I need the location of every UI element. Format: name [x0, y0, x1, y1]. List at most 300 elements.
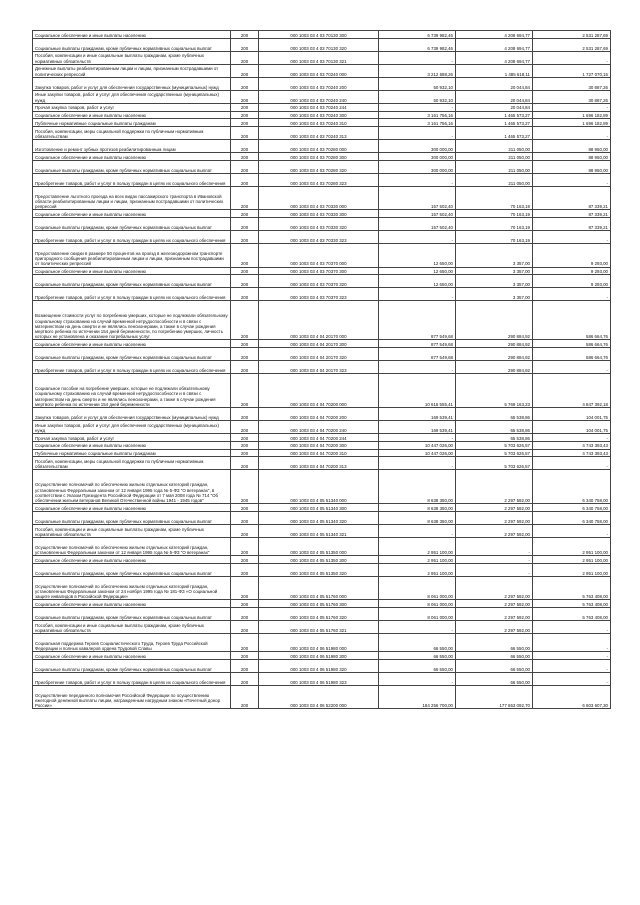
row-code-cell: 200 [231, 275, 259, 288]
row-approved-amount-cell: 2 951 100,00 [379, 556, 456, 564]
row-name-cell: Социальное обеспечение и иные выплаты населению [33, 600, 231, 608]
row-approved-amount-cell: 2 951 100,00 [379, 563, 456, 576]
row-executed-amount-cell: 65 538,86 [456, 420, 533, 433]
row-name-cell: Социальное обеспечение и иные выплаты населению [33, 31, 231, 39]
row-executed-amount-cell: 5 703 626,57 [456, 457, 533, 470]
row-code-cell: 200 [231, 186, 259, 209]
row-executed-amount-cell: 3 357,00 [456, 288, 533, 301]
row-approved-amount-cell: - [379, 621, 456, 634]
row-name-cell: Социальные выплаты гражданам, кроме публичных нормативных социальных выплат [33, 563, 231, 576]
row-approved-amount-cell: 3 161 756,16 [379, 119, 456, 127]
row-approved-amount-cell: - [379, 457, 456, 470]
row-name-cell: Прочая закупка товаров, работ и услуг [33, 103, 231, 111]
row-name-cell: Приобретение товаров, работ и услуг в пользу граждан в целях их социального обеспечения [33, 361, 231, 374]
row-kbk-cell: 000 1003 03 4 06 51980 300 [259, 652, 379, 660]
row-remaining-amount-cell: 104 001,75 [533, 407, 611, 420]
row-kbk-cell: 000 1003 03 4 03 70280 300 [259, 153, 379, 161]
row-remaining-amount-cell: 586 664,76 [533, 348, 611, 361]
row-remaining-amount-cell: 6 340 758,00 [533, 470, 611, 504]
row-remaining-amount-cell: 6 340 758,00 [533, 511, 611, 524]
row-remaining-amount-cell: 88 950,00 [533, 153, 611, 161]
row-remaining-amount-cell: 586 664,76 [533, 301, 611, 340]
row-kbk-cell: 000 1003 03 4 04 70200 240 [259, 420, 379, 433]
row-executed-amount-cell: 211 050,00 [456, 160, 533, 173]
table-row [33, 348, 611, 361]
row-kbk-cell: 000 1003 03 4 03 70330 000 [259, 186, 379, 209]
row-code-cell: 200 [231, 511, 259, 524]
row-remaining-amount-cell: 2 951 100,00 [533, 556, 611, 564]
row-code-cell: 200 [231, 31, 259, 39]
row-remaining-amount-cell: 2 531 287,69 [533, 38, 611, 51]
table-row [33, 621, 611, 634]
row-approved-amount-cell: 12 650,00 [379, 275, 456, 288]
row-remaining-amount-cell: - [533, 361, 611, 374]
row-name-cell: Социальное обеспечение и иные выплаты населению [33, 153, 231, 161]
row-code-cell: 200 [231, 153, 259, 161]
row-code-cell: 200 [231, 576, 259, 599]
row-remaining-amount-cell: 1 696 182,89 [533, 111, 611, 119]
row-code-cell: 200 [231, 173, 259, 186]
row-name-cell: Пособия, компенсации и иные социальные выплаты гражданам, кроме публичных нормативных обязательств [33, 621, 231, 634]
row-approved-amount-cell: 2 951 100,00 [379, 537, 456, 555]
row-approved-amount-cell: 8 061 000,00 [379, 608, 456, 621]
row-remaining-amount-cell: - [533, 621, 611, 634]
row-approved-amount-cell: 8 638 350,00 [379, 470, 456, 504]
row-kbk-cell: 000 1003 03 4 03 70370 300 [259, 267, 379, 275]
row-code-cell: 200 [231, 407, 259, 420]
row-name-cell: Социальное пособие на погребение умерших, которые не подлежали обязательному социальному страхованию на случай временной нетрудоспособности и в связи с материнством на день смерти и не являлись пенсионерами, а также в случае рождения мертвого ребенка по истечении 154 дней беременности [33, 374, 231, 408]
table-row [33, 31, 611, 39]
row-name-cell: Приобретение товаров, работ и услуг в пользу граждан в целях их социального обеспечения [33, 173, 231, 186]
row-remaining-amount-cell: 1 727 070,15 [533, 64, 611, 77]
row-remaining-amount-cell: - [533, 127, 611, 140]
table-row [33, 210, 611, 218]
row-code-cell: 200 [231, 686, 259, 709]
row-name-cell: Пособия, компенсации, меры социальной поддержки по публичным нормативным обязательствам [33, 127, 231, 140]
row-code-cell: 200 [231, 441, 259, 449]
row-executed-amount-cell: 1 465 573,27 [456, 119, 533, 127]
row-kbk-cell: 000 1003 03 4 04 20170 320 [259, 348, 379, 361]
row-name-cell: Социальные выплаты гражданам, кроме публичных нормативных социальных выплат [33, 38, 231, 51]
row-approved-amount-cell: 66 550,00 [379, 660, 456, 673]
row-name-cell: Социальное обеспечение и иные выплаты населению [33, 556, 231, 564]
row-approved-amount-cell: - [379, 288, 456, 301]
row-code-cell: 200 [231, 231, 259, 244]
row-remaining-amount-cell: - [533, 433, 611, 441]
row-name-cell: Публичные нормативные социальные выплаты гражданам [33, 119, 231, 127]
row-executed-amount-cell: 70 163,19 [456, 186, 533, 209]
row-name-cell: Социальные выплаты гражданам, кроме публичных нормативных социальных выплат [33, 275, 231, 288]
row-code-cell: 200 [231, 524, 259, 537]
row-name-cell: Иные закупки товаров, работ и услуг для обеспечения государственных (муниципальных) нужд [33, 90, 231, 103]
table-row [33, 673, 611, 686]
row-remaining-amount-cell: 2 951 100,00 [533, 563, 611, 576]
row-approved-amount-cell: 877 549,68 [379, 301, 456, 340]
table-row [33, 686, 611, 709]
table-row [33, 127, 611, 140]
row-approved-amount-cell: 8 638 350,00 [379, 504, 456, 512]
row-code-cell: 200 [231, 77, 259, 90]
row-executed-amount-cell: 4 208 694,77 [456, 51, 533, 64]
row-executed-amount-cell: 177 653 092,70 [456, 686, 533, 709]
row-remaining-amount-cell: - [533, 231, 611, 244]
row-kbk-cell: 000 1003 03 4 06 51980 323 [259, 673, 379, 686]
row-code-cell: 200 [231, 457, 259, 470]
row-executed-amount-cell: 65 538,86 [456, 433, 533, 441]
row-kbk-cell: 000 1003 03 4 05 51760 300 [259, 600, 379, 608]
table-row [33, 103, 611, 111]
row-name-cell: Прочая закупка товаров, работ и услуг [33, 433, 231, 441]
row-approved-amount-cell: 157 502,40 [379, 186, 456, 209]
row-name-cell: Осуществление полномочий по обеспечению жильем отдельных категорий граждан, установленных Федеральным законом от 12 января 1995 года № 5-ФЗ "О ветеранах" [33, 537, 231, 555]
row-executed-amount-cell: 2 297 592,00 [456, 504, 533, 512]
row-code-cell: 200 [231, 600, 259, 608]
row-kbk-cell: 000 1003 03 4 05 51350 320 [259, 563, 379, 576]
row-code-cell: 200 [231, 301, 259, 340]
row-kbk-cell: 000 1003 03 4 04 70200 310 [259, 449, 379, 457]
row-code-cell: 200 [231, 111, 259, 119]
row-executed-amount-cell: 20 044,84 [456, 90, 533, 103]
row-approved-amount-cell: 6 739 982,46 [379, 31, 456, 39]
row-approved-amount-cell: - [379, 51, 456, 64]
table-body [33, 31, 611, 709]
row-approved-amount-cell: 300 000,00 [379, 140, 456, 153]
row-code-cell: 200 [231, 420, 259, 433]
row-kbk-cell: 000 1003 03 4 05 51340 300 [259, 504, 379, 512]
row-remaining-amount-cell: 4 847 392,18 [533, 374, 611, 408]
row-executed-amount-cell: 4 208 694,77 [456, 38, 533, 51]
row-executed-amount-cell: 5 769 163,23 [456, 374, 533, 408]
row-remaining-amount-cell: 4 743 393,43 [533, 441, 611, 449]
row-name-cell: Социальное обеспечение и иные выплаты населению [33, 340, 231, 348]
row-remaining-amount-cell: 5 763 408,00 [533, 600, 611, 608]
row-remaining-amount-cell: - [533, 288, 611, 301]
row-code-cell: 200 [231, 433, 259, 441]
row-remaining-amount-cell: 4 743 393,43 [533, 449, 611, 457]
row-kbk-cell: 000 1003 03 4 05 51340 000 [259, 470, 379, 504]
row-remaining-amount-cell: 2 531 287,69 [533, 31, 611, 39]
row-executed-amount-cell: 211 050,00 [456, 153, 533, 161]
row-executed-amount-cell: 1 485 618,11 [456, 64, 533, 77]
row-approved-amount-cell: 10 447 026,00 [379, 441, 456, 449]
row-code-cell: 200 [231, 90, 259, 103]
table-row [33, 511, 611, 524]
row-name-cell: Социальная поддержка Героев Социалистического Труда, Героев Труда Российской Федерации и полных кавалеров ордена Трудовой Славы [33, 634, 231, 652]
row-executed-amount-cell: 66 550,00 [456, 652, 533, 660]
row-code-cell: 200 [231, 361, 259, 374]
row-code-cell: 200 [231, 51, 259, 64]
table-row [33, 600, 611, 608]
row-name-cell: Пособия, компенсации, меры социальной поддержки по публичным нормативным обязательствам [33, 457, 231, 470]
row-executed-amount-cell: 290 884,92 [456, 340, 533, 348]
row-code-cell: 200 [231, 634, 259, 652]
row-approved-amount-cell: - [379, 231, 456, 244]
row-remaining-amount-cell: - [533, 660, 611, 673]
row-code-cell: 200 [231, 374, 259, 408]
row-name-cell: Иные закупки товаров, работ и услуг для обеспечения государственных (муниципальных) нужд [33, 420, 231, 433]
row-code-cell: 200 [231, 340, 259, 348]
row-executed-amount-cell: 290 884,92 [456, 348, 533, 361]
row-name-cell: Социальное обеспечение и иные выплаты населению [33, 267, 231, 275]
row-code-cell: 200 [231, 267, 259, 275]
row-kbk-cell: 000 1003 03 4 03 70240 244 [259, 103, 379, 111]
row-approved-amount-cell: - [379, 524, 456, 537]
row-code-cell: 200 [231, 608, 259, 621]
row-approved-amount-cell: 50 932,10 [379, 90, 456, 103]
row-approved-amount-cell: 3 161 756,16 [379, 111, 456, 119]
row-name-cell: Социальные выплаты гражданам, кроме публичных нормативных социальных выплат [33, 660, 231, 673]
row-kbk-cell: 000 1003 03 4 04 70200 244 [259, 433, 379, 441]
row-kbk-cell: 000 1003 03 4 03 70130 320 [259, 38, 379, 51]
row-executed-amount-cell: 66 550,00 [456, 634, 533, 652]
row-code-cell: 200 [231, 504, 259, 512]
table-row [33, 634, 611, 652]
row-approved-amount-cell: - [379, 103, 456, 111]
row-executed-amount-cell: 1 465 573,27 [456, 127, 533, 140]
row-executed-amount-cell: 2 297 592,00 [456, 524, 533, 537]
row-executed-amount-cell: 20 044,84 [456, 77, 533, 90]
row-kbk-cell: 000 1003 03 4 03 70370 320 [259, 275, 379, 288]
row-remaining-amount-cell: 30 887,26 [533, 77, 611, 90]
row-name-cell: Социальное обеспечение и иные выплаты населению [33, 210, 231, 218]
row-executed-amount-cell: 2 297 592,00 [456, 621, 533, 634]
row-executed-amount-cell: 2 297 592,00 [456, 576, 533, 599]
row-approved-amount-cell: 877 549,68 [379, 348, 456, 361]
row-kbk-cell: 000 1003 03 4 03 70280 000 [259, 140, 379, 153]
row-name-cell: Приобретение товаров, работ и услуг в пользу граждан в целях их социального обеспечения [33, 288, 231, 301]
row-kbk-cell: 000 1003 03 4 03 70240 200 [259, 77, 379, 90]
row-name-cell: Осуществление переданного полномочия Российской Федерации по осуществлению ежегодной денежной выплаты лицам, награжденным нагрудным знаком «Почетный донор России» [33, 686, 231, 709]
row-executed-amount-cell: 3 357,00 [456, 267, 533, 275]
table-row [33, 504, 611, 512]
row-approved-amount-cell: 66 550,00 [379, 652, 456, 660]
row-remaining-amount-cell: 9 293,00 [533, 275, 611, 288]
row-approved-amount-cell: 157 502,40 [379, 218, 456, 231]
row-remaining-amount-cell: - [533, 652, 611, 660]
row-code-cell: 200 [231, 160, 259, 173]
table-row [33, 160, 611, 173]
row-approved-amount-cell: 169 539,41 [379, 407, 456, 420]
row-remaining-amount-cell: - [533, 173, 611, 186]
row-code-cell: 200 [231, 348, 259, 361]
table-row [33, 186, 611, 209]
row-code-cell: 200 [231, 210, 259, 218]
table-row [33, 660, 611, 673]
table-row [33, 38, 611, 51]
table-row [33, 340, 611, 348]
table-row [33, 374, 611, 408]
row-name-cell: Социальные выплаты гражданам, кроме публичных нормативных социальных выплат [33, 511, 231, 524]
table-row [33, 244, 611, 267]
table-row [33, 301, 611, 340]
row-executed-amount-cell: 65 538,86 [456, 407, 533, 420]
row-kbk-cell: 000 1003 03 4 03 70330 320 [259, 218, 379, 231]
row-approved-amount-cell: - [379, 173, 456, 186]
row-name-cell: Социальные выплаты гражданам, кроме публичных нормативных социальных выплат [33, 348, 231, 361]
row-approved-amount-cell: - [379, 433, 456, 441]
row-kbk-cell: 000 1003 03 4 05 51340 321 [259, 524, 379, 537]
row-code-cell: 200 [231, 556, 259, 564]
table-row [33, 275, 611, 288]
budget-execution-table [32, 30, 611, 709]
row-executed-amount-cell: 20 044,84 [456, 103, 533, 111]
table-row [33, 173, 611, 186]
row-kbk-cell: 000 1003 03 4 04 70200 000 [259, 374, 379, 408]
row-approved-amount-cell: 12 650,00 [379, 267, 456, 275]
row-kbk-cell: 000 1003 03 4 05 51760 321 [259, 621, 379, 634]
row-code-cell: 200 [231, 38, 259, 51]
row-approved-amount-cell: 12 650,00 [379, 244, 456, 267]
row-kbk-cell: 000 1003 03 4 03 70240 310 [259, 119, 379, 127]
row-name-cell: Осуществление полномочий по обеспечению жильем отдельных категорий граждан, установленных Федеральным законом от 24 ноября 1995 года № 181-ФЗ «О социальной защите инвалидов в Российской Федерации» [33, 576, 231, 599]
row-name-cell: Социальное обеспечение и иные выплаты населению [33, 111, 231, 119]
row-remaining-amount-cell: 104 001,75 [533, 420, 611, 433]
row-name-cell: Денежные выплаты реабилитированным лицам и лицам, признанным пострадавшими от политических репрессий [33, 64, 231, 77]
row-name-cell: Закупка товаров, работ и услуг для обеспечения государственных (муниципальных) нужд [33, 77, 231, 90]
row-kbk-cell: 000 1003 03 4 06 51980 320 [259, 660, 379, 673]
row-executed-amount-cell: 2 297 592,00 [456, 470, 533, 504]
table-row [33, 153, 611, 161]
row-executed-amount-cell: 5 703 626,57 [456, 449, 533, 457]
row-executed-amount-cell: 290 884,92 [456, 301, 533, 340]
row-executed-amount-cell: 2 297 592,00 [456, 608, 533, 621]
row-code-cell: 200 [231, 537, 259, 555]
row-name-cell: Социальное обеспечение и иные выплаты населению [33, 441, 231, 449]
row-name-cell: Закупка товаров, работ и услуг для обеспечения государственных (муниципальных) нужд [33, 407, 231, 420]
row-remaining-amount-cell: 87 339,21 [533, 186, 611, 209]
table-row [33, 111, 611, 119]
row-executed-amount-cell: 70 163,19 [456, 231, 533, 244]
row-code-cell: 200 [231, 244, 259, 267]
row-executed-amount-cell: 2 297 592,00 [456, 511, 533, 524]
row-remaining-amount-cell: 6 340 758,00 [533, 504, 611, 512]
row-kbk-cell: 000 1003 03 4 04 70200 313 [259, 457, 379, 470]
row-approved-amount-cell: 50 932,10 [379, 77, 456, 90]
row-executed-amount-cell: 211 050,00 [456, 173, 533, 186]
row-code-cell: 200 [231, 470, 259, 504]
table-row [33, 608, 611, 621]
table-row [33, 524, 611, 537]
table-row [33, 563, 611, 576]
row-kbk-cell: 000 1003 03 4 06 52200 000 [259, 686, 379, 709]
row-approved-amount-cell: 10 447 026,00 [379, 449, 456, 457]
row-kbk-cell: 000 1003 03 4 03 70240 240 [259, 90, 379, 103]
row-name-cell: Изготовление и ремонт зубных протезов реабилитированным лицам [33, 140, 231, 153]
row-code-cell: 200 [231, 127, 259, 140]
table-row [33, 51, 611, 64]
row-name-cell: Социальные выплаты гражданам, кроме публичных нормативных социальных выплат [33, 608, 231, 621]
row-name-cell: Пособия, компенсации и иные социальные выплаты гражданам, кроме публичных нормативных обязательств [33, 51, 231, 64]
row-remaining-amount-cell: - [533, 634, 611, 652]
row-kbk-cell: 000 1003 03 4 03 70280 320 [259, 160, 379, 173]
table-row [33, 288, 611, 301]
row-kbk-cell: 000 1003 03 4 03 70370 000 [259, 244, 379, 267]
row-approved-amount-cell: 300 000,00 [379, 160, 456, 173]
table-row [33, 119, 611, 127]
row-name-cell: Предоставление льготного проезда на всех видах пассажирского транспорта в Ивановской области реабилитированным лицам и лицам, признанным пострадавшими от политических репрессий [33, 186, 231, 209]
table-row [33, 449, 611, 457]
row-kbk-cell: 000 1003 03 4 05 51350 000 [259, 537, 379, 555]
row-remaining-amount-cell: 1 696 182,89 [533, 119, 611, 127]
table-row [33, 652, 611, 660]
row-name-cell: Приобретение товаров, работ и услуг в пользу граждан в целях их социального обеспечения [33, 231, 231, 244]
table-row [33, 556, 611, 564]
row-kbk-cell: 000 1003 03 4 04 70200 200 [259, 407, 379, 420]
row-approved-amount-cell: - [379, 361, 456, 374]
row-remaining-amount-cell: 586 664,76 [533, 340, 611, 348]
row-code-cell: 200 [231, 119, 259, 127]
row-approved-amount-cell: 184 256 700,00 [379, 686, 456, 709]
row-executed-amount-cell: 3 357,00 [456, 275, 533, 288]
row-executed-amount-cell: - [456, 556, 533, 564]
row-remaining-amount-cell: - [533, 51, 611, 64]
row-remaining-amount-cell: - [533, 457, 611, 470]
table-row [33, 90, 611, 103]
row-name-cell: Публичные нормативные социальные выплаты гражданам [33, 449, 231, 457]
row-approved-amount-cell: 8 061 000,00 [379, 600, 456, 608]
row-approved-amount-cell: 157 502,40 [379, 210, 456, 218]
row-approved-amount-cell: - [379, 673, 456, 686]
row-kbk-cell: 000 1003 03 4 04 70200 300 [259, 441, 379, 449]
table-row [33, 457, 611, 470]
table-row [33, 433, 611, 441]
row-kbk-cell: 000 1003 03 4 04 20170 323 [259, 361, 379, 374]
row-remaining-amount-cell: 88 950,00 [533, 160, 611, 173]
table-row [33, 218, 611, 231]
table-row [33, 231, 611, 244]
row-executed-amount-cell: - [456, 537, 533, 555]
row-code-cell: 200 [231, 64, 259, 77]
row-approved-amount-cell: 6 739 982,46 [379, 38, 456, 51]
row-approved-amount-cell: 3 212 688,26 [379, 64, 456, 77]
row-remaining-amount-cell: 5 763 408,00 [533, 576, 611, 599]
row-name-cell: Социальное обеспечение и иные выплаты населению [33, 504, 231, 512]
row-code-cell: 200 [231, 652, 259, 660]
row-code-cell: 200 [231, 449, 259, 457]
row-name-cell: Социальные выплаты гражданам, кроме публичных нормативных социальных выплат [33, 218, 231, 231]
row-executed-amount-cell: 70 163,19 [456, 218, 533, 231]
row-kbk-cell: 000 1003 03 4 03 70330 300 [259, 210, 379, 218]
row-kbk-cell: 000 1003 03 4 05 51350 300 [259, 556, 379, 564]
row-remaining-amount-cell: - [533, 673, 611, 686]
row-approved-amount-cell: 300 000,00 [379, 153, 456, 161]
row-code-cell: 200 [231, 563, 259, 576]
row-name-cell: Осуществление полномочий по обеспечению жильем отдельных категорий граждан, установленных Федеральным законом от 12 января 1995 года № 5-ФЗ "О ветеранах", в соответствии с Указом Президента Российской Федерации от 7 мая 2008 года № 714 "Об обеспечении жильем ветеранов Великой Отечественной войны 1941 - 1945 годов" [33, 470, 231, 504]
row-approved-amount-cell: 66 550,00 [379, 634, 456, 652]
row-kbk-cell: 000 1003 03 4 03 70130 321 [259, 51, 379, 64]
row-executed-amount-cell: 5 703 626,57 [456, 441, 533, 449]
row-code-cell: 200 [231, 140, 259, 153]
row-remaining-amount-cell: 9 293,00 [533, 244, 611, 267]
row-kbk-cell: 000 1003 03 4 06 51980 000 [259, 634, 379, 652]
row-kbk-cell: 000 1003 03 4 03 70240 300 [259, 111, 379, 119]
row-remaining-amount-cell: 5 763 408,00 [533, 608, 611, 621]
row-executed-amount-cell: 4 208 694,77 [456, 31, 533, 39]
row-remaining-amount-cell: 9 293,00 [533, 267, 611, 275]
row-code-cell: 200 [231, 673, 259, 686]
row-executed-amount-cell: 70 163,19 [456, 210, 533, 218]
row-remaining-amount-cell: 87 339,21 [533, 218, 611, 231]
table-row [33, 537, 611, 555]
row-kbk-cell: 000 1003 03 4 03 70240 000 [259, 64, 379, 77]
row-name-cell: Предоставление скидки в размере 50 процентов на проезд в железнодорожном транспорте пригородного сообщения реабилитированным лицам и лицам, признанным пострадавшими от политических репрессий [33, 244, 231, 267]
row-remaining-amount-cell: - [533, 524, 611, 537]
row-remaining-amount-cell: 30 887,26 [533, 90, 611, 103]
table-row [33, 77, 611, 90]
row-kbk-cell: 000 1003 03 4 04 20170 000 [259, 301, 379, 340]
row-executed-amount-cell: 1 465 573,27 [456, 111, 533, 119]
row-approved-amount-cell: 877 549,68 [379, 340, 456, 348]
